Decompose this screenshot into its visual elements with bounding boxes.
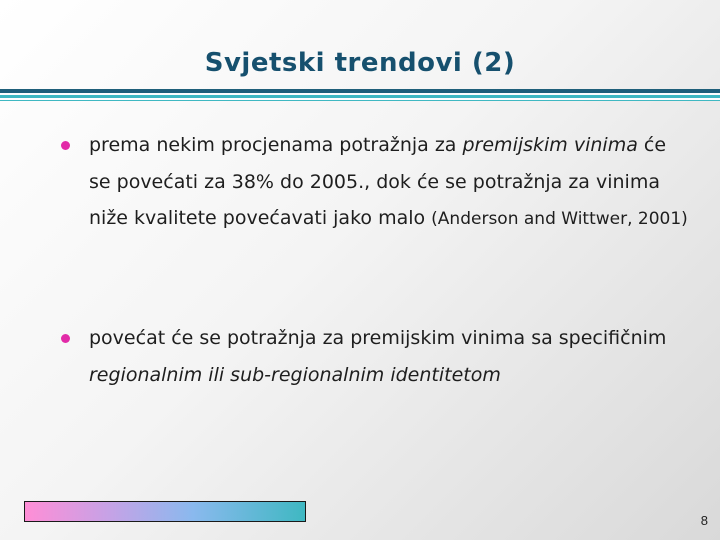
bullet-2-seg-2: regionalnim ili sub-regionalnim identitetom (89, 363, 501, 386)
title-underline (0, 89, 720, 101)
bullet-1-seg-2: premijskim vinima (462, 134, 638, 156)
bullet-2-seg-1: povećat će se potražnja za premijskim vinima sa specifičnim (89, 327, 667, 349)
bullet-1-seg-3: će se povećati za 38% do 2005., dok će se potražnja za vinima niže kvalitete povećavati jako malo (89, 134, 667, 229)
slide-title: Svjetski trendovi (2) (204, 48, 516, 78)
bullet-dot (61, 334, 70, 343)
bullet-1-seg-1: prema nekim procjenama potražnja za (89, 134, 463, 156)
bullet-text (89, 127, 689, 238)
bullet-dot (61, 141, 70, 150)
page-number: 8 (700, 513, 708, 528)
bullet-text (89, 320, 689, 393)
footer-gradient-bar (24, 501, 306, 522)
bullet-1-citation: (Anderson and Wittwer, 2001) (431, 209, 688, 229)
